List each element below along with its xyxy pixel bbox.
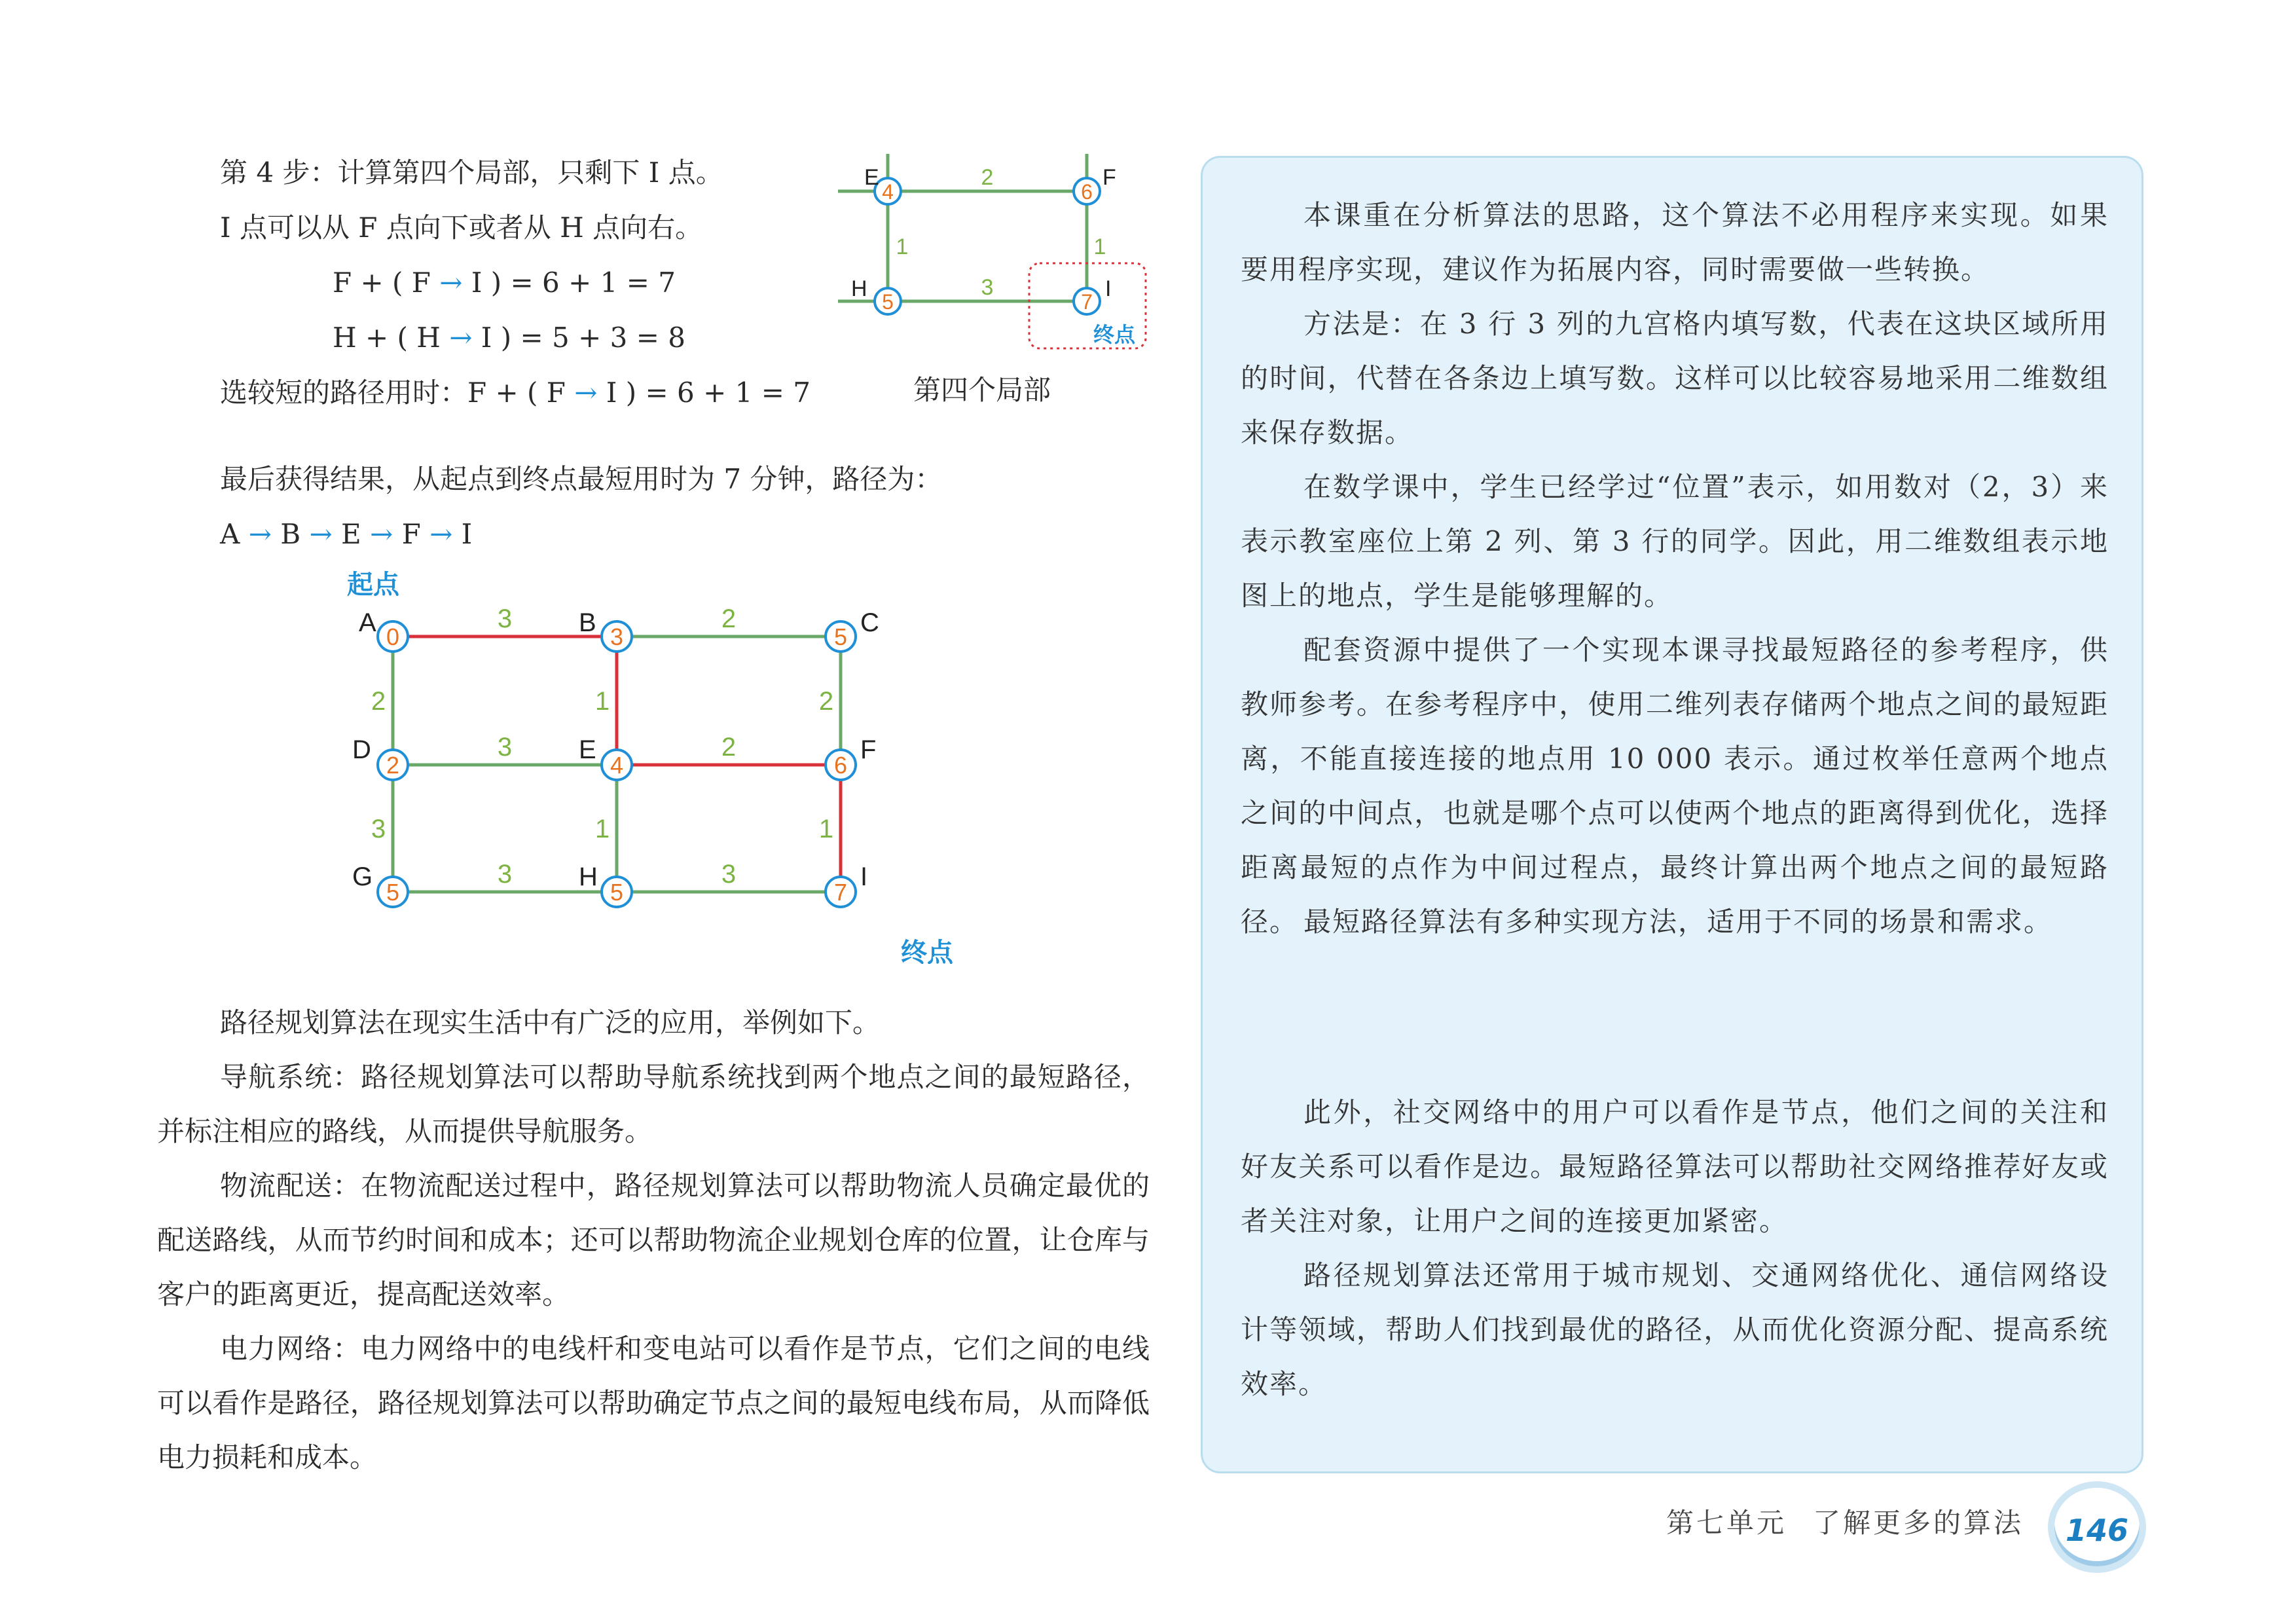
navigation-paragraph: 导航系统：路径规划算法可以帮助导航系统找到两个地点之间的最短路径，并标注相应的路线，从而提供导航服务。 [157,1061,1150,1147]
node-label: I [860,862,868,891]
formula-text: F + ( F [333,267,440,299]
step4-description: I 点可以从 F 点向下或者从 H 点向右。 [220,212,703,244]
formula-text: I ) = 6 + 1 = 7 [462,267,676,299]
node-label: C [860,608,879,637]
node-label: E [579,735,596,764]
node-label: F [860,735,877,764]
full-grid-figure [327,563,982,982]
node-label: D [352,735,371,764]
end-point-label: 终点 [901,938,953,968]
node-label: G [352,862,373,891]
edge-weight: 3 [497,860,513,889]
node-value: 5 [386,879,400,906]
notes-paragraph: 配套资源中提供了一个实现本课寻找最短路径的参考程序，供教师参考。在参考程序中，使用二维列表存储两个地点之间的最短距离，不能直接连接的地点用 10 000 表示。通过枚举任意两个地点之间的中间点，也就是哪个点可以使两个地点的距离得到优化，选择距离最短的点作为中间过程点，最终计算出两个地点之间的最短路径。 [1241,634,2109,938]
teacher-notes-panel [1201,156,2143,1473]
result-line: 最后获得结果，从起点到终点最短用时为 7 分钟，路径为： [220,463,943,495]
edge-weight: 3 [497,733,513,762]
formula-text: I ) = 6 + 1 = 7 [597,377,811,409]
notes-paragraph: 此外，社交网络中的用户可以看作是节点，他们之间的关注和好友关系可以看作是边。最短路径算法可以帮助社交网络推荐好友或者关注对象，让用户之间的连接更加紧密。 [1241,1096,2109,1237]
edge-weight: 3 [721,860,737,889]
arrow-icon: → [309,518,333,550]
page-number-badge [2048,1481,2146,1573]
path-node: F [393,518,430,550]
formula-h-path [333,320,685,356]
formula-f-path [333,265,676,301]
arrow-icon: → [449,322,473,354]
start-point-label: 起点 [347,570,399,600]
edge-weight: 3 [497,604,513,633]
edge-weight: 2 [818,687,834,716]
edge-weight: 1 [818,815,834,843]
local-four-graph [831,144,1172,419]
node-value: 7 [833,879,848,906]
notes-paragraph: 方法是：在 3 行 3 列的九宫格内填写数，代表在这块区域所用的时间，代替在各条边上填写数。这样可以比较容易地采用二维数组来保存数据。 [1241,308,2109,449]
node-value: 5 [882,290,894,314]
logistics-paragraph: 物流配送：在物流配送过程中，路径规划算法可以帮助物流人员确定最优的配送路线，从而节约时间和成本；还可以帮助物流企业规划仓库的位置，让仓库与客户的距离更近，提高配送效率。 [157,1170,1150,1310]
notes-paragraph: 路径规划算法还常用于城市规划、交通网络优化、通信网络设计等领域，帮助人们找到最优的路径，从而优化资源分配、提高系统效率。 [1241,1259,2109,1400]
node-value: 4 [610,752,624,779]
step4-heading: 第 4 步：计算第四个局部，只剩下 I 点。 [220,157,723,189]
node-label: H [579,862,598,891]
node-value: 6 [833,752,848,779]
edge-weight: 1 [594,687,610,716]
formula-text: I ) = 5 + 3 = 8 [472,322,685,354]
node-value: 5 [833,623,848,650]
edge-weight: 1 [1093,234,1106,259]
node-value: 7 [1081,290,1093,314]
arrow-icon: → [574,377,598,409]
edge-weight: 2 [721,733,737,762]
edge-weight: 1 [896,234,909,259]
node-label: B [579,608,596,637]
node-label: A [359,608,376,637]
formula-text: 选较短的路径用时：F + ( F [220,377,575,409]
page-number: 146 [2065,1513,2129,1548]
path-node: E [332,518,371,550]
path-node: I [452,518,473,550]
chapter-title: 了解更多的算法 [1813,1507,2024,1539]
node-value: 0 [386,623,400,650]
node-label: F [1102,165,1116,190]
node-value: 5 [610,879,624,906]
edge-weight: 3 [981,275,994,300]
arrow-icon: → [248,518,272,550]
notes-paragraph: 在数学课中，学生已经学过“位置”表示，如用数对（2，3）来表示教室座位上第 2 列、第 3 行的同学。因此，用二维数组表示地图上的地点，学生是能够理解的。 [1241,471,2109,612]
node-label: E [864,165,879,190]
node-value: 2 [386,752,400,779]
node-value: 3 [610,623,624,650]
edge-weight: 2 [981,165,994,190]
end-point-label: 终点 [1093,322,1136,347]
edge-weight: 3 [371,815,386,843]
figure-caption: 第四个局部 [913,374,1051,406]
local-four-figure [831,144,1172,419]
node-value: 6 [1081,180,1093,204]
path-node: A [220,518,249,550]
arrow-icon: → [370,518,393,550]
edge-weight: 1 [594,815,610,843]
formula-text: H + ( H [333,322,450,354]
unit-label: 第七单元 [1666,1507,1787,1539]
notes-paragraph: 最短路径算法有多种实现方法，适用于不同的场景和需求。 [1303,906,2053,938]
node-value: 4 [882,180,894,204]
power-grid-paragraph: 电力网络：电力网络中的电线杆和变电站可以看作是节点，它们之间的电线可以看作是路径，路径规划算法可以帮助确定节点之间的最短电线布局，从而降低电力损耗和成本。 [157,1333,1150,1473]
full-grid-graph [327,563,982,982]
node-label: I [1105,276,1112,301]
edge-weight: 2 [721,604,737,633]
applications-intro: 路径规划算法在现实生活中有广泛的应用，举例如下。 [220,1006,881,1039]
shortest-path [220,516,472,553]
edge-weight: 2 [371,687,386,716]
choose-shorter-line [220,375,811,411]
arrow-icon: → [439,267,463,299]
path-node: B [271,518,310,550]
notes-paragraph: 本课重在分析算法的思路，这个算法不必用程序来实现。如果要用程序实现，建议作为拓展内容，同时需要做一些转换。 [1241,199,2109,286]
arrow-icon: → [429,518,453,550]
node-label: H [851,276,867,301]
running-footer [1666,1505,2024,1541]
